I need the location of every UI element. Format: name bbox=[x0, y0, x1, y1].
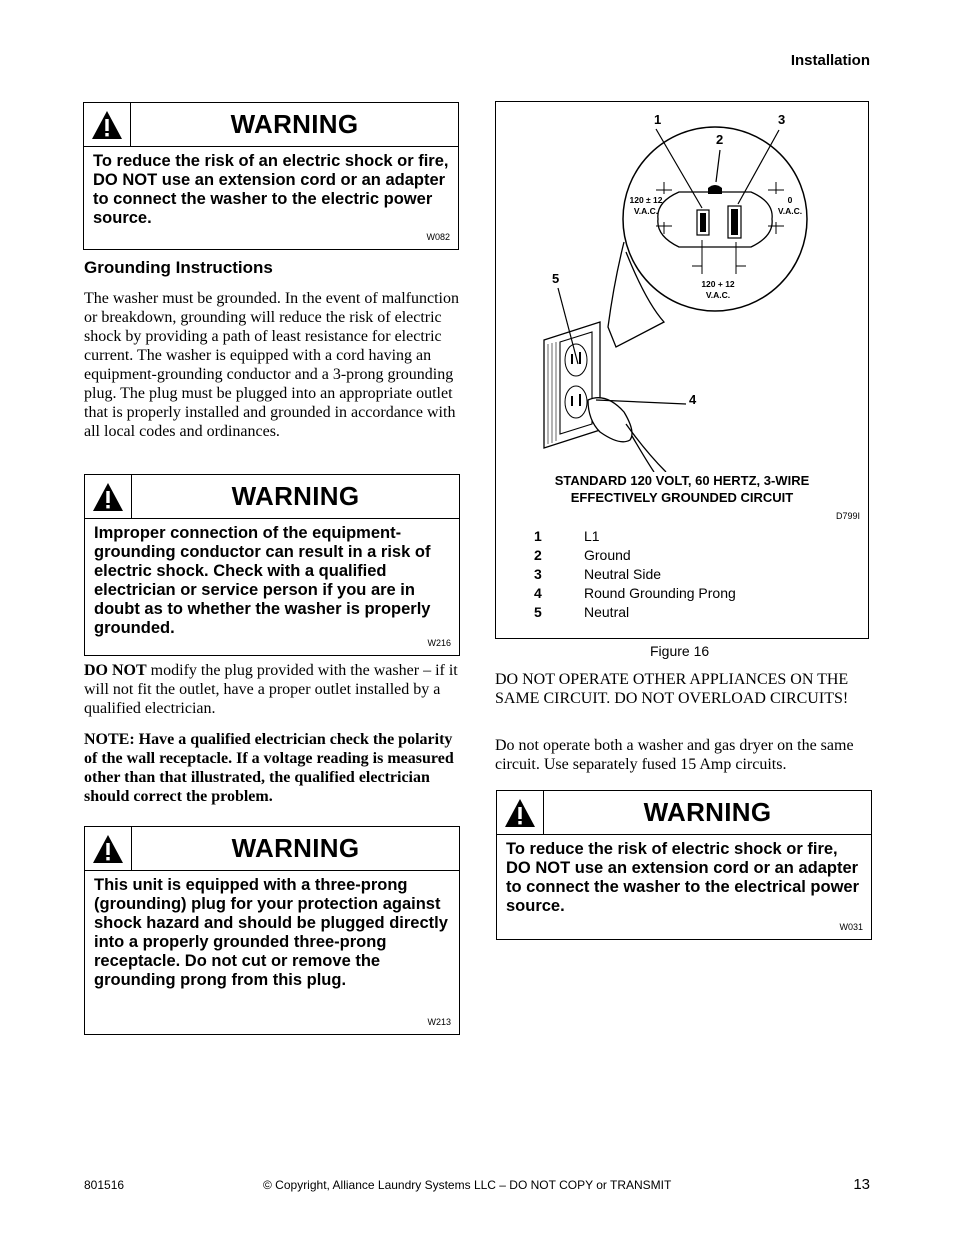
warning-text: This unit is equipped with a three-prong (grounding) plug for your protection against shock hazard and should be plugged directly into a properly grounded three-prong receptacle. Do not cut or remove the grounding prong from this plug. bbox=[94, 876, 448, 989]
polarity-note: NOTE: Have a qualified electrician check the polarity of the wall receptacle. If a voltage reading is measured other than that illustrated, the qualified electrician should correct the problem. bbox=[84, 731, 454, 805]
section-header: Installation bbox=[790, 52, 870, 69]
voltage-left-value: 120 ± 12 bbox=[629, 195, 663, 205]
legend-label: Neutral Side bbox=[584, 566, 662, 582]
warning-title: WARNING bbox=[643, 797, 772, 827]
figure-caption-line-1: STANDARD 120 VOLT, 60 HERTZ, 3-WIRE bbox=[554, 473, 810, 488]
callout-3: 3 bbox=[778, 112, 786, 127]
legend-number: 4 bbox=[534, 585, 542, 601]
warning-box-three-prong bbox=[84, 826, 460, 1035]
callout-4: 4 bbox=[689, 392, 697, 407]
copyright-notice: © Copyright, Alliance Laundry Systems LLC – DO NOT COPY or TRANSMIT bbox=[263, 1178, 672, 1192]
voltage-bottom-value: 120 + 12 bbox=[701, 279, 735, 289]
callout-2: 2 bbox=[716, 132, 724, 147]
warning-triangle-icon bbox=[84, 103, 131, 146]
callout-1: 1 bbox=[654, 112, 662, 127]
legend-number: 3 bbox=[534, 566, 542, 582]
warning-title: WARNING bbox=[230, 109, 359, 139]
doc-number: 801516 bbox=[84, 1178, 125, 1192]
plug-note-text: modify the plug provided with the washer – if it will not fit the outlet, have a proper outlet installed by a qualified electrician. bbox=[84, 662, 458, 717]
figure-caption bbox=[496, 472, 868, 506]
warning-text: Improper connection of the equipment-grounding conductor can result in a risk of electric shock. Check with a qualified electrician or service person if you are in doubt as to whether the washer is properly grounded. bbox=[94, 524, 431, 637]
legend-label: Round Grounding Prong bbox=[584, 585, 736, 601]
figure-box bbox=[495, 101, 869, 639]
figure-caption-line-2: EFFECTIVELY GROUNDED CIRCUIT bbox=[570, 490, 794, 505]
callout-5: 5 bbox=[552, 271, 560, 286]
voltage-bottom-unit: V.A.C. bbox=[705, 290, 731, 300]
voltage-right-unit: V.A.C. bbox=[777, 206, 803, 216]
warning-header bbox=[85, 475, 459, 519]
warning-triangle-icon bbox=[85, 475, 132, 518]
circuit-caution: DO NOT OPERATE OTHER APPLIANCES ON THE SAME CIRCUIT. DO NOT OVERLOAD CIRCUITS! bbox=[495, 671, 849, 707]
receptacle-diagram bbox=[496, 102, 868, 472]
warning-code: W216 bbox=[427, 638, 451, 648]
warning-header bbox=[84, 103, 458, 147]
warning-code: W082 bbox=[426, 232, 450, 242]
legend-label: Neutral bbox=[584, 604, 630, 620]
legend-number: 1 bbox=[534, 528, 542, 544]
figure-label: Figure 16 bbox=[650, 643, 710, 659]
legend-number: 5 bbox=[534, 604, 542, 620]
figure-code: D799I bbox=[835, 511, 860, 521]
warning-title: WARNING bbox=[231, 833, 360, 863]
plug-note-lead: DO NOT bbox=[84, 662, 147, 679]
legend-label: L1 bbox=[584, 528, 600, 544]
circuit-note: Do not operate both a washer and gas dryer on the same circuit. Use separately fused 15 Amp circuits. bbox=[495, 737, 854, 773]
plug-note bbox=[84, 661, 459, 718]
warning-box-electrical-source bbox=[496, 790, 872, 940]
warning-triangle-icon bbox=[497, 791, 544, 834]
warning-box-grounding-conductor bbox=[84, 474, 460, 656]
warning-text: To reduce the risk of an electric shock or fire, DO NOT use an extension cord or an adapter to connect the washer to the electric power source. bbox=[93, 152, 449, 227]
warning-code: W031 bbox=[839, 922, 863, 932]
warning-text: To reduce the risk of electric shock or fire, DO NOT use an extension cord or an adapter to connect the washer to the electrical power source. bbox=[506, 840, 860, 915]
warning-header bbox=[497, 791, 871, 835]
grounding-paragraph: The washer must be grounded. In the event of malfunction or breakdown, grounding will reduce the risk of electric shock by providing a path of least resistance for electric current. The washer is equipped with a cord having an equipment-grounding conductor and a 3-prong grounding plug. The plug must be plugged into an appropriate outlet that is properly installed and grounded in accordance with all local codes and ordinances. bbox=[84, 290, 459, 440]
voltage-right-value: 0 bbox=[787, 195, 793, 205]
warning-triangle-icon bbox=[85, 827, 132, 870]
section-heading: Grounding Instructions bbox=[84, 258, 273, 277]
legend-label: Ground bbox=[584, 547, 631, 563]
warning-box-extension-cord bbox=[83, 102, 459, 250]
legend-number: 2 bbox=[534, 547, 542, 563]
page-number: 13 bbox=[853, 1176, 870, 1193]
voltage-left-unit: V.A.C. bbox=[633, 206, 659, 216]
warning-title: WARNING bbox=[231, 481, 360, 511]
warning-code: W213 bbox=[427, 1017, 451, 1027]
warning-header bbox=[85, 827, 459, 871]
